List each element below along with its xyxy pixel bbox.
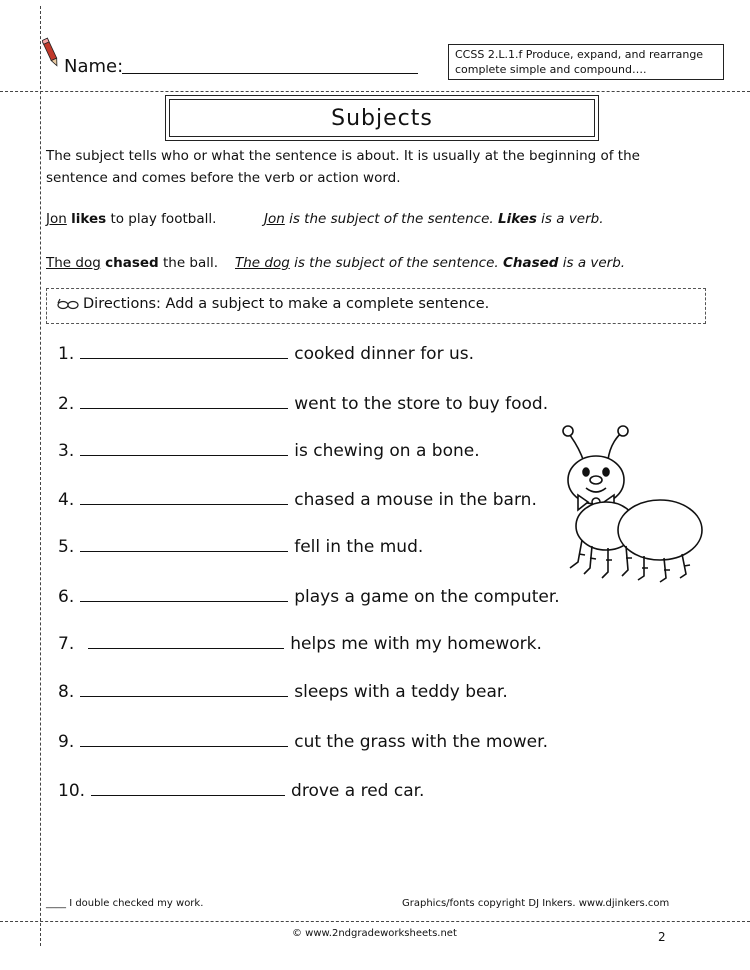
title-frame (165, 95, 599, 141)
example-rest: the ball. (158, 255, 219, 271)
example-explanation-2 (235, 255, 625, 271)
explanation-middle: is the subject of the sentence. (284, 211, 498, 227)
explanation-end: is a verb. (536, 211, 604, 227)
self-check-text: I double checked my work. (69, 898, 204, 909)
sentence-item (58, 490, 537, 510)
sentence-item (58, 344, 474, 364)
answer-blank[interactable] (80, 746, 288, 747)
glasses-icon (57, 298, 79, 310)
sentence-item (58, 394, 548, 414)
item-number: 10. (58, 781, 86, 801)
top-dashed-line (0, 91, 750, 92)
answer-blank[interactable] (80, 696, 288, 697)
answer-blank[interactable] (80, 551, 288, 552)
item-text: cut the grass with the mower. (294, 732, 548, 752)
example-verb: chased (105, 255, 159, 271)
explanation-end: is a verb. (558, 255, 626, 271)
answer-blank[interactable] (88, 648, 284, 649)
item-text: went to the store to buy food. (294, 394, 549, 414)
example-sentence-1 (46, 211, 216, 227)
sentence-item (58, 732, 548, 752)
answer-blank[interactable] (80, 455, 288, 456)
sentence-item (58, 682, 508, 702)
directions-box (46, 288, 706, 324)
item-number: 9. (58, 732, 75, 752)
example-rest: to play football. (106, 211, 217, 227)
item-text: sleeps with a teddy bear. (294, 682, 508, 702)
page-title: Subjects (169, 99, 595, 137)
sentence-item (58, 781, 424, 801)
item-number: 7. (58, 634, 75, 654)
bottom-dashed-line (0, 921, 750, 922)
page-number: 2 (658, 930, 666, 944)
answer-blank[interactable] (91, 795, 285, 796)
item-text: helps me with my homework. (290, 634, 542, 654)
directions-text: Directions: Add a subject to make a complete sentence. (83, 296, 490, 312)
explanation-verb: Chased (502, 255, 559, 271)
sentence-item (58, 587, 560, 607)
name-label: Name: (64, 56, 124, 77)
standard-text: CCSS 2.L.1.f Produce, expand, and rearrange complete simple and compound…. (455, 48, 704, 76)
explanation-subject: The dog (235, 255, 290, 271)
answer-blank[interactable] (80, 601, 288, 602)
sentence-item (58, 537, 423, 557)
intro-line-1: The subject tells who or what the sentence is about. It is usually at the beginning of the (46, 148, 640, 164)
ant-clipart (548, 422, 708, 584)
name-input-line[interactable] (122, 73, 418, 74)
copyright-text: Graphics/fonts copyright DJ Inkers. www.djinkers.com (402, 898, 670, 909)
sentence-item (58, 634, 542, 654)
explanation-middle: is the subject of the sentence. (289, 255, 503, 271)
item-text: plays a game on the computer. (294, 587, 560, 607)
answer-blank[interactable] (80, 408, 288, 409)
answer-blank[interactable] (80, 504, 288, 505)
example-explanation-1 (264, 211, 604, 227)
website-text: © www.2ndgradeworksheets.net (292, 928, 457, 939)
self-check-blank[interactable]: ____ (46, 898, 66, 909)
explanation-subject: Jon (264, 211, 285, 227)
item-text: cooked dinner for us. (294, 344, 475, 364)
item-number: 8. (58, 682, 75, 702)
item-number: 5. (58, 537, 75, 557)
item-number: 6. (58, 587, 75, 607)
pencil-icon (42, 36, 60, 70)
item-number: 4. (58, 490, 75, 510)
sentence-item (58, 441, 480, 461)
example-verb: likes (71, 211, 107, 227)
example-sentence-2 (46, 255, 218, 271)
item-text: is chewing on a bone. (294, 441, 480, 461)
explanation-verb: Likes (497, 211, 537, 227)
item-text: fell in the mud. (294, 537, 424, 557)
standard-box (448, 44, 724, 80)
left-margin-dashed-line (40, 6, 41, 946)
intro-line-2: sentence and comes before the verb or action word. (46, 170, 401, 186)
item-number: 1. (58, 344, 75, 364)
example-subject: Jon (46, 211, 67, 227)
example-subject: The dog (46, 255, 101, 271)
item-number: 2. (58, 394, 75, 414)
intro-paragraph (46, 145, 706, 189)
item-number: 3. (58, 441, 75, 461)
item-text: chased a mouse in the barn. (294, 490, 537, 510)
answer-blank[interactable] (80, 358, 288, 359)
item-text: drove a red car. (291, 781, 425, 801)
self-check (46, 898, 203, 909)
